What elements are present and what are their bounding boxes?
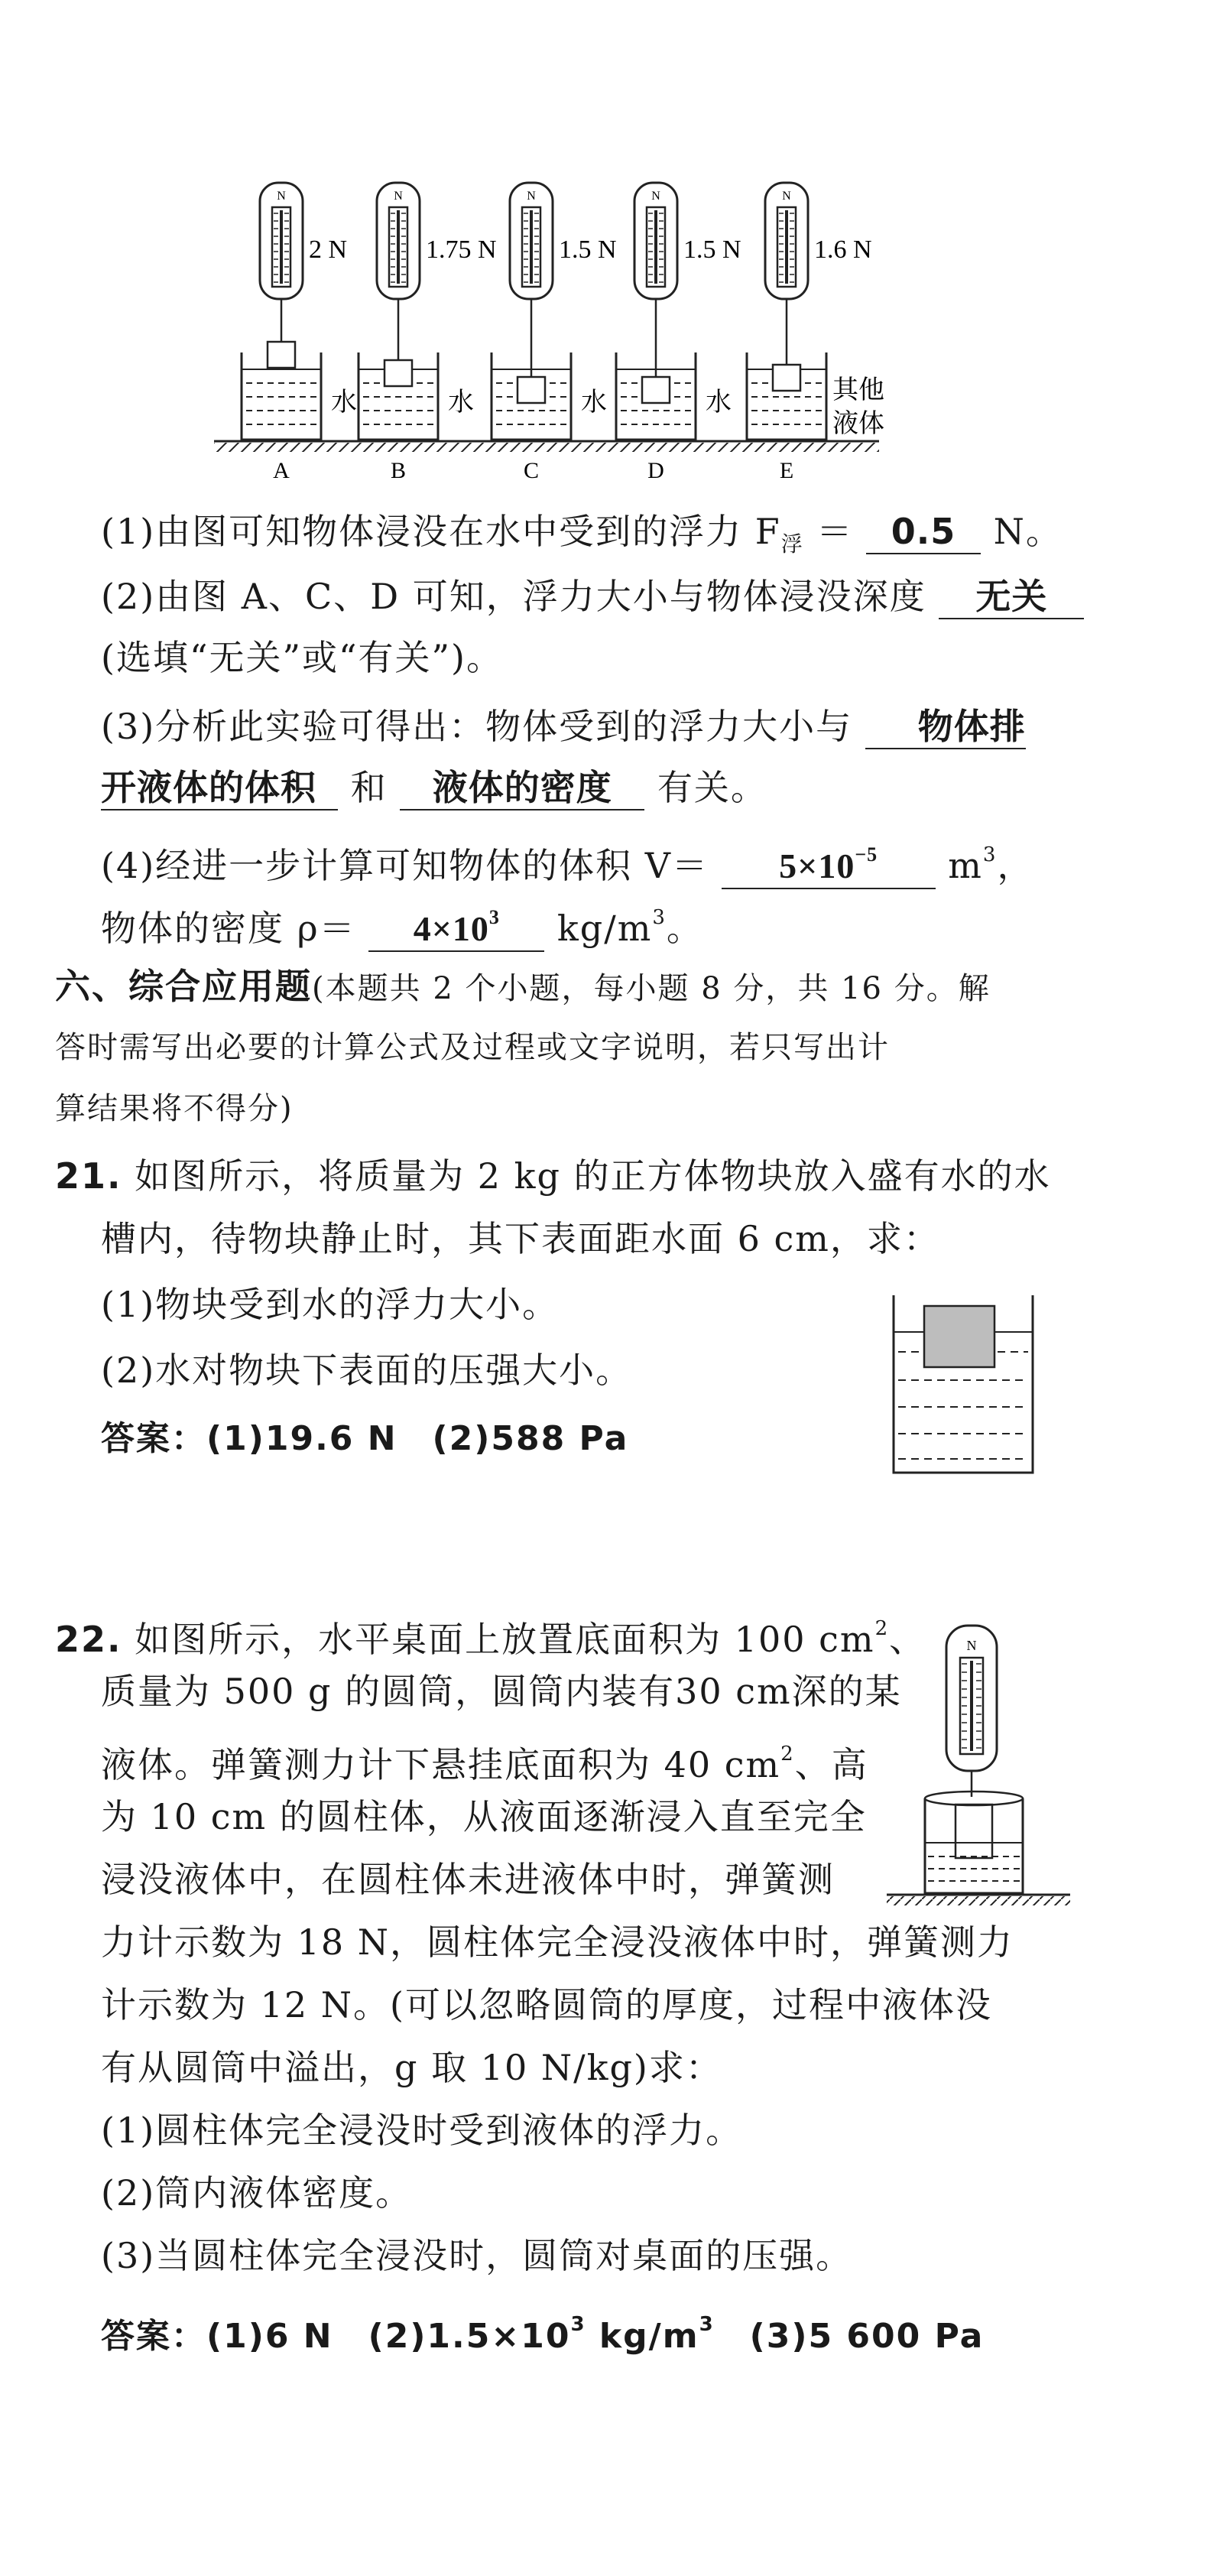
buoyancy-experiment-figure <box>191 172 956 493</box>
other-liquid-label-1: 其他 <box>832 376 884 404</box>
apparatus-B <box>359 183 497 483</box>
section6-heading: 六、综合应用题(本题共 2 个小题，每小题 8 分，共 16 分。解 <box>55 966 991 1007</box>
q22-stem-2: 质量为 500 g 的圆筒，圆筒内装有30 cm深的某 <box>101 1671 902 1712</box>
q22-part2: (2)筒内液体密度。 <box>101 2172 413 2214</box>
meter-letter: N <box>651 190 660 203</box>
label-C: C <box>523 458 540 483</box>
q20-part3-cont: 开液体的体积 和 液体的密度 有关。 <box>101 765 767 810</box>
liquid-label-A: 水 <box>331 388 357 417</box>
q20-answer2: 无关 <box>939 575 1084 619</box>
liquid-label-C: 水 <box>581 388 607 417</box>
q21-answer: 答案：(1)19.6 N (2)588 Pa <box>101 1419 629 1458</box>
apparatus-D <box>616 183 741 483</box>
q21-stem-2: 槽内，待物块静止时，其下表面距水面 6 cm，求： <box>101 1218 940 1259</box>
reading-C: 1.5 N <box>559 236 617 264</box>
apparatus-A <box>242 183 357 483</box>
q22-stem-5: 浸没液体中，在圆柱体未进液体中时，弹簧测 <box>101 1859 835 1900</box>
q22-answer: 答案：(1)6 N $(2)1.5\times 10^3$ $kg/m^3$ (3)5 600 Pa <box>101 2313 985 2356</box>
label-A: A <box>273 458 290 483</box>
q20-part4-density: 物体的密度 $\rho= 4\times 10^3$ $kg/m^3$。 <box>101 895 703 952</box>
q20-part3: (3)分析此实验可得出：物体受到的浮力大小与 物体排 <box>101 703 1026 749</box>
q22-part1: (1)圆柱体完全浸没时受到液体的浮力。 <box>101 2110 743 2151</box>
q22-part3: (3)当圆柱体完全浸没时，圆筒对桌面的压强。 <box>101 2235 853 2276</box>
q20-answer4rho: $4\times 10^3$ <box>368 896 544 952</box>
q20-part4: (4)经进一步计算可知物体的体积 $V= 5\times 10^{-5}$ $m^3$， <box>101 832 1033 889</box>
q22-meter-letter: N <box>966 1638 977 1653</box>
meter-letter: N <box>277 190 286 203</box>
label-D: D <box>647 458 664 483</box>
q22-stem-8: 有从圆筒中溢出，g 取 10 N/kg)求： <box>101 2047 722 2088</box>
other-liquid-label-2: 液体 <box>832 410 884 438</box>
q21-stem-1: 21. 如图所示，将质量为 2 kg 的正方体物块放入盛有水的水 <box>55 1155 1051 1197</box>
q21-water-tank-figure <box>891 1292 1036 1476</box>
q21-part2: (2)水对物块下表面的压强大小。 <box>101 1350 633 1391</box>
apparatus-E <box>747 183 884 483</box>
reading-A: 2 N <box>309 236 348 264</box>
section6-desc-3: 算结果将不得分) <box>55 1091 294 1126</box>
q20-answer3a: 物体排 <box>865 705 1026 749</box>
q22-stem-1: 22. 如图所示，水平桌面上放置底面积为 100 $cm^2$、 <box>55 1617 926 1660</box>
apparatus-C <box>492 183 617 483</box>
meter-letter: N <box>394 190 403 203</box>
reading-E: 1.6 N <box>814 236 872 264</box>
q22-stem-6: 力计示数为 18 N，圆柱体完全浸没液体中时，弹簧测力 <box>101 1921 1014 1963</box>
meter-letter: N <box>782 190 791 203</box>
q20-part2: (2)由图 A、C、D 可知，浮力大小与物体浸没深度 无关 <box>101 573 1084 619</box>
q21-part1: (1)物块受到水的浮力大小。 <box>101 1284 560 1325</box>
reading-B: 1.75 N <box>426 236 497 264</box>
q20-answer3a-cont: 开液体的体积 <box>101 766 338 810</box>
section6-desc-2: 答时需写出必要的计算公式及过程或文字说明，若只写出计 <box>55 1030 890 1065</box>
label-E: E <box>779 458 794 483</box>
label-B: B <box>390 458 407 483</box>
q20-answer3b: 液体的密度 <box>400 766 644 810</box>
reading-D: 1.5 N <box>683 236 741 264</box>
liquid-label-B: 水 <box>448 388 474 417</box>
q20-part1: (1)由图可知物体浸没在水中受到的浮力 $F_浮 = 0.5$ N。 <box>101 511 1063 557</box>
q20-answer1: 0.5 <box>866 510 981 554</box>
meter-letter: N <box>527 190 536 203</box>
q22-stem-3: 液体。弹簧测力计下悬挂底面积为 40 $cm^2$、高 <box>101 1743 868 1785</box>
q20-answer4v: $5\times 10^{-5}$ <box>722 833 936 889</box>
q22-spring-scale-cylinder-figure <box>879 1621 1078 1919</box>
q22-stem-4: 为 10 cm 的圆柱体，从液面逐渐浸入直至完全 <box>101 1796 867 1837</box>
q20-part2-note: (选填“无关”或“有关”)。 <box>101 637 503 678</box>
liquid-label-D: 水 <box>706 388 732 417</box>
q22-stem-7: 计示数为 12 N。(可以忽略圆筒的厚度，过程中液体没 <box>101 1984 992 2025</box>
